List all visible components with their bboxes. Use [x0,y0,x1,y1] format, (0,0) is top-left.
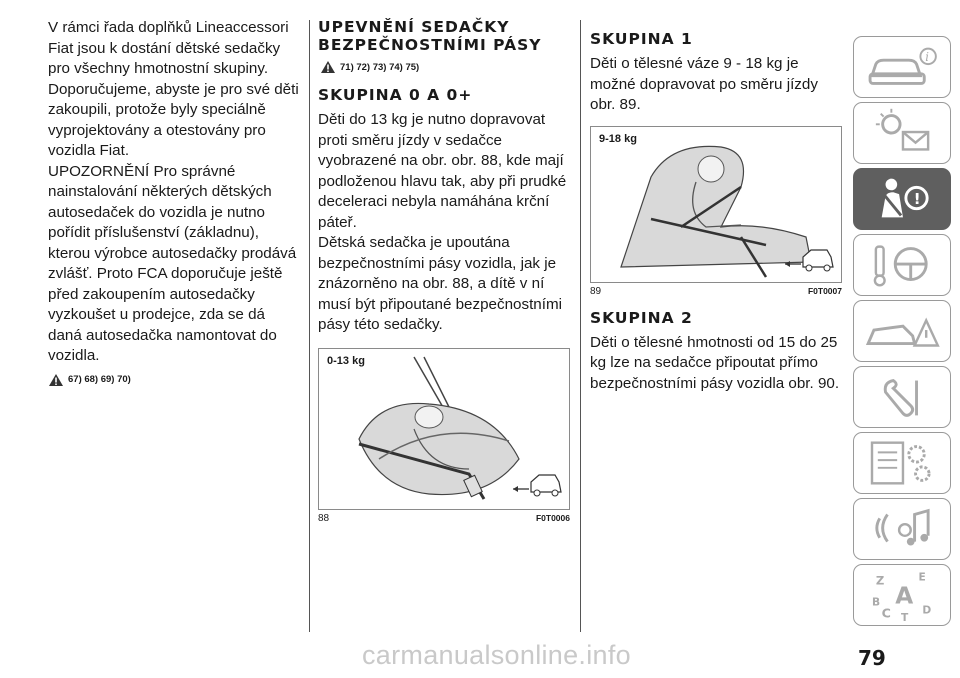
key-steering-wheel-icon [854,235,950,295]
tab-knowing-the-car[interactable] [853,36,951,98]
figure-number: 88 [318,512,330,524]
column-2 [318,18,570,524]
index-letter: Z [875,573,885,588]
figure-weight-label: 9-18 kg [599,132,637,145]
figure-89 [590,126,842,283]
figure-88 [318,348,570,510]
figure-code: F0T0007 [807,285,842,296]
warning-refs [48,373,300,387]
tab-in-an-emergency[interactable] [853,300,951,362]
warning-triangle-icon [320,60,336,74]
alphabetical-index-icon [854,565,950,625]
section-heading: UPEVNĚNÍ SEDAČKY BEZPEČNOSTNÍMI PÁSY [318,18,542,54]
warning-refs [320,60,570,74]
subheading-group-2: SKUPINA 2 [590,308,693,327]
figure-number: 89 [590,285,602,297]
tab-starting-driving[interactable] [853,234,951,296]
tab-index[interactable] [853,564,951,626]
page-number: 79 [858,646,886,670]
column-3 [590,18,842,394]
warning-refs-text: 71) 72) 73) 74) 75) [340,61,420,73]
group-2-paragraph: Děti o tělesné hmotnosti od 15 do 25 kg lze na sedačce připoutat přímo bezpečnostními pásy vozidla obr. 90. [590,333,840,392]
subheading-group-0: SKUPINA 0 A 0+ [318,86,473,104]
index-letter: E [918,570,926,584]
warning-triangle-icon [48,373,64,387]
tab-warning-lights[interactable] [853,102,951,164]
rear-facing-infant-seat-illustration [319,349,569,509]
group-1-paragraph: Děti o tělesné váze 9 - 18 kg je možné dopravovat po směru jízdy obr. 89. [590,55,818,113]
column-1 [48,18,300,387]
svg-text:i: i [925,50,929,65]
car-info-icon [854,37,950,97]
tab-multimedia[interactable] [853,498,951,560]
tab-technical-specifications[interactable] [853,432,951,494]
tab-safety[interactable] [853,168,951,230]
tab-servicing-care[interactable] [853,366,951,428]
index-letter: C [881,605,891,621]
specs-gears-icon [854,433,950,493]
multimedia-icon [854,499,950,559]
figure-weight-label: 0-13 kg [327,354,365,367]
subheading-group-1: SKUPINA 1 [590,30,693,48]
svg-text:!: ! [913,189,921,208]
notice-paragraph: UPOZORNĚNÍ Pro správné nainstalování některých dětských autosedaček do vozidla je nutno pořídit příslušenství (základnu), kterou výrobce autosedačky prodává zvlášť. Proto FCA doporučuje ještě před zakoupením autosedačky vyzkoušet u prodejce, zda se dá daná autosedačka namontovat do vozidla. [48,162,297,364]
index-letter: D [922,603,932,617]
index-letter: A [895,582,914,610]
figure-code: F0T0006 [535,512,570,523]
warning-refs-text: 67) 68) 69) 70) [68,374,131,385]
car-breakdown-icon [854,301,950,361]
group-0-paragraph-2: Dětská sedačka je upoutána bezpečnostními pásy vozidla, jak je znázorněno na obr. 88, a dítě v ní musí být připoutané bezpečnostními pásy této sedačky. [318,234,562,333]
intro-paragraph: V rámci řada doplňků Lineaccessori Fiat jsou k dostání dětské sedačky pro všechny hmotnostní skupiny. Doporučujeme, abyste je pro své děti zakoupili, protože byly speciálně vyprojektovány a otestovány pro vozidla Fiat. [48,19,299,159]
seatbelt-airbag-icon [854,169,950,229]
column-divider [580,20,581,632]
wrench-icon [854,367,950,427]
forward-facing-child-seat-illustration [591,127,841,282]
group-0-paragraph-1: Děti do 13 kg je nutno dopravovat proti směru jízdy v sedačce vyobrazené na obr. obr. 88, kde mají podloženou hlavu tak, aby při prudké deceleraci nebyla namáhána krční páteř. [318,111,567,231]
figure-88-caption [318,513,570,524]
warning-lights-message-icon [854,103,950,163]
index-letter: T [901,611,909,625]
column-divider [309,20,310,632]
watermark: carmanualsonline.info [362,640,631,670]
index-letter: B [872,595,881,609]
figure-89-caption [590,286,842,297]
